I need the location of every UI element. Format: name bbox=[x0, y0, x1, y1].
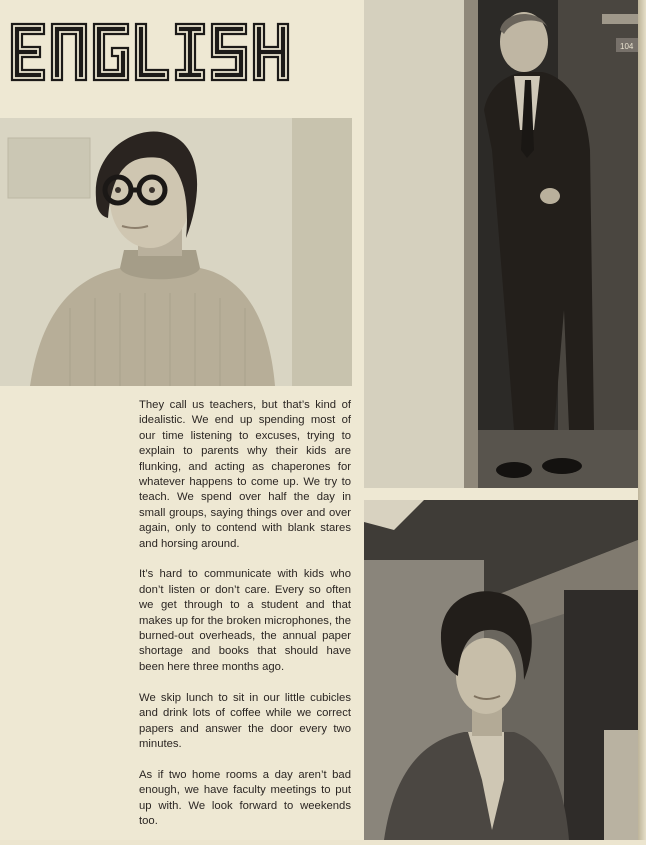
teacher-woman-smiling-photo bbox=[364, 500, 638, 840]
article-body bbox=[139, 398, 351, 845]
page-title bbox=[8, 20, 308, 84]
paragraph: We skip lunch to sit in our little cubicles and drink lots of coffee while we correct papers and answer the door every two minutes. bbox=[139, 691, 351, 750]
paragraph: It’s hard to communicate with kids who don’t listen or don’t care. Every so often we get through to a student and that makes up for the broken microphones, the burned-out overheads, the annual paper shortage and books that should have been here three months ago. bbox=[139, 568, 351, 673]
door-number: 104 bbox=[620, 42, 634, 51]
teacher-man-doorway-photo bbox=[364, 0, 638, 488]
teacher-woman-glasses-photo bbox=[0, 118, 352, 386]
paragraph: As if two home rooms a day aren’t bad enough, we have faculty meetings to put up with. We look forward to weekends too. bbox=[139, 768, 351, 827]
title-lettering bbox=[8, 20, 308, 84]
paragraph: They call us teachers, but that’s kind of idealistic. We end up spending most of our time listening to excuses, trying to explain to parents why their kids are flunking, and acting as chaperones for whatever happens to come up. We try to teach. We spend over half the day in small groups, saying things over and over again, only to contend with blank stares and horsing around. bbox=[139, 399, 351, 550]
page-gutter-edge bbox=[638, 0, 646, 840]
